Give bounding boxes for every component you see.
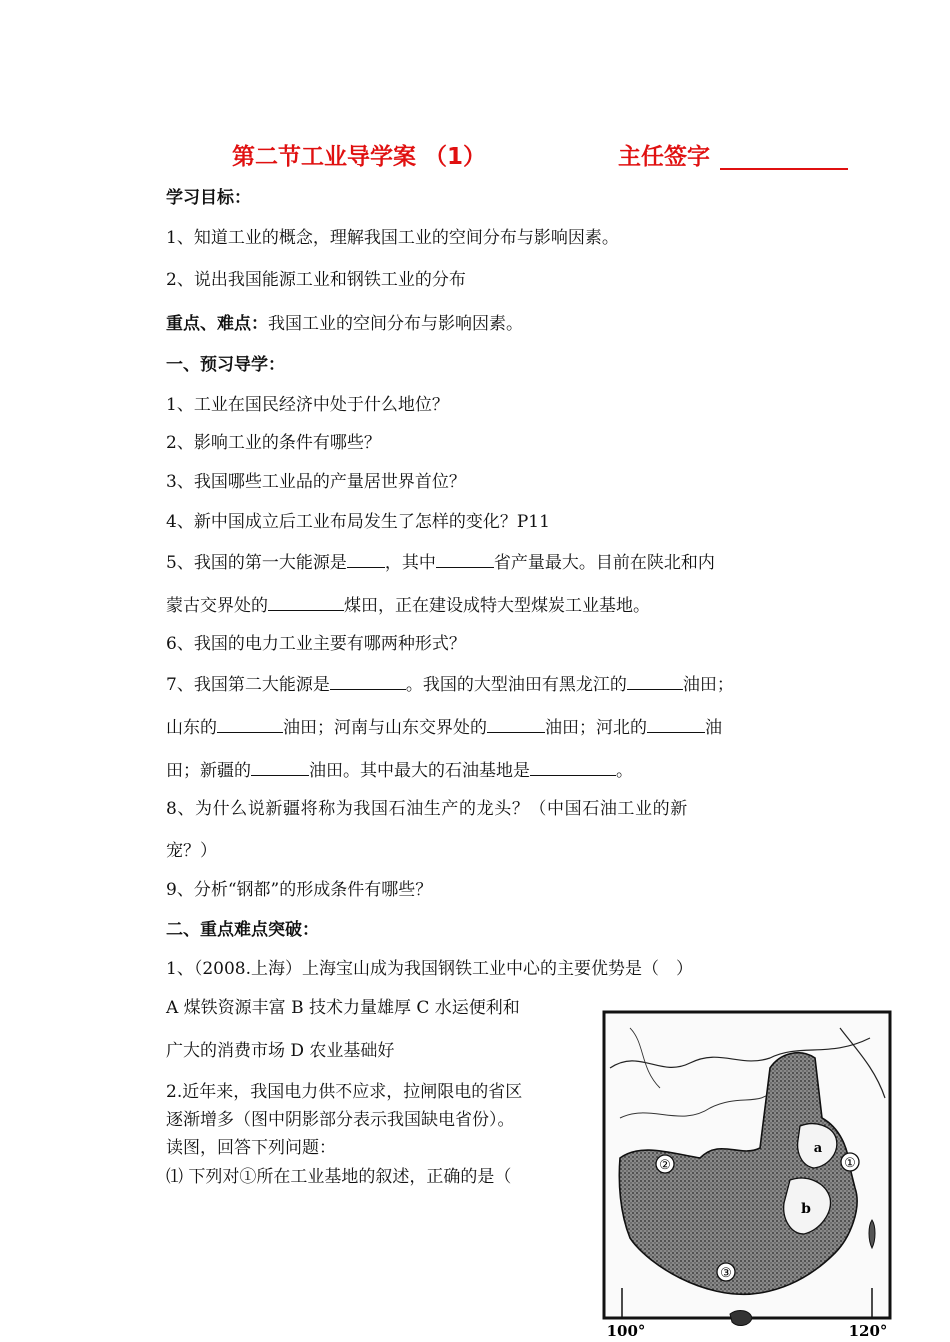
goals-heading: 学习目标： [166,188,251,208]
longitude-120-label: 120° [848,1322,888,1338]
longitude-100-label: 100° [606,1322,646,1338]
question-7-cont2 [166,758,806,783]
question-2: 2、影响工业的条件有哪些？ [166,433,381,453]
question-7-cont [166,715,806,740]
q7-blank-3[interactable] [217,715,283,733]
q7-text-f: 油田；河北的 [545,718,647,738]
province-b-label: b [801,1201,811,1217]
q5-blank-1[interactable] [347,550,385,568]
taiwan-island [869,1220,875,1248]
question-5 [166,550,806,575]
question-8-cont: 宠？） [166,841,217,861]
marker-1-label: ① [844,1156,856,1171]
problem-2-question-1: ⑴ 下列对①所在工业基地的叙述，正确的是（ [166,1167,512,1187]
q7-blank-1[interactable] [330,672,406,690]
q7-text-j: 。 [616,761,633,781]
question-3: 3、我国哪些工业品的产量居世界首位？ [166,472,466,492]
question-8: 8、为什么说新疆将称为我国石油生产的龙头？（中国石油工业的新 [166,799,688,819]
marker-3-label: ③ [720,1266,732,1281]
q7-text-d: 山东的 [166,718,217,738]
province-a-label: a [813,1141,823,1156]
key-points [166,312,806,336]
problem-1: 1、（2008.上海）上海宝山成为我国钢铁工业中心的主要优势是（ ） [166,959,693,979]
q7-text-a: 7、我国第二大能源是 [166,675,330,695]
q5-text-b: ，其中 [384,553,436,573]
q5-text-d: 蒙古交界处的 [166,596,268,616]
key-points-text: 我国工业的空间分布与影响因素。 [268,314,523,334]
problem-2-line-3: 读图，回答下列问题： [166,1138,336,1158]
marker-2-label: ② [659,1158,671,1173]
q7-blank-7[interactable] [530,758,616,776]
q5-blank-3[interactable] [268,593,344,611]
question-7 [166,672,806,697]
problem-2-line-2: 逐渐增多（图中阴影部分表示我国缺电省份）。 [166,1110,515,1130]
q7-blank-2[interactable] [627,672,683,690]
china-power-shortage-map [600,1008,896,1338]
q5-text-e: 煤田，正在建设成特大型煤炭工业基地。 [344,596,650,616]
question-6: 6、我国的电力工业主要有哪两种形式？ [166,634,466,654]
key-points-label: 重点、难点： [166,314,268,334]
question-1: 1、工业在国民经济中处于什么地位？ [166,395,449,415]
title-main: 第二节工业导学案 （1） [232,144,487,170]
q7-blank-4[interactable] [487,715,545,733]
question-5-cont [166,593,806,618]
problem-1-options-a: A 煤铁资源丰富 B 技术力量雄厚 C 水运便利和 [166,998,520,1018]
goal-1: 1、知道工业的概念，理解我国工业的空间分布与影响因素。 [166,228,619,248]
signature-field[interactable] [720,168,848,170]
question-9: 9、分析“钢都”的形成条件有哪些？ [166,880,433,900]
q7-text-g: 油 [705,718,722,738]
q5-text-a: 5、我国的第一大能源是 [166,553,347,573]
breakthrough-heading: 二、重点难点突破： [166,920,319,940]
q7-text-i: 油田。其中最大的石油基地是 [309,761,530,781]
q7-blank-6[interactable] [251,758,309,776]
q5-blank-2[interactable] [436,550,494,568]
q7-text-c: 油田； [682,675,734,695]
q7-text-h: 田；新疆的 [166,761,251,781]
question-4: 4、新中国成立后工业布局发生了怎样的变化？P11 [166,512,550,532]
hainan-island [730,1311,752,1326]
page-title [232,139,872,175]
signature-label: 主任签字 [618,144,710,170]
problem-2-line-1: 2.近年来，我国电力供不应求，拉闸限电的省区 [166,1082,523,1102]
goal-2: 2、说出我国能源工业和钢铁工业的分布 [166,270,466,290]
problem-1-options-b: 广大的消费市场 D 农业基础好 [166,1041,395,1061]
q7-text-e: 油田；河南与山东交界处的 [283,718,487,738]
q7-blank-5[interactable] [647,715,705,733]
preview-heading: 一、预习导学： [166,355,285,375]
q5-text-c: 省产量最大。目前在陕北和内 [493,553,715,573]
q7-text-b: 。我国的大型油田有黑龙江的 [405,675,627,695]
